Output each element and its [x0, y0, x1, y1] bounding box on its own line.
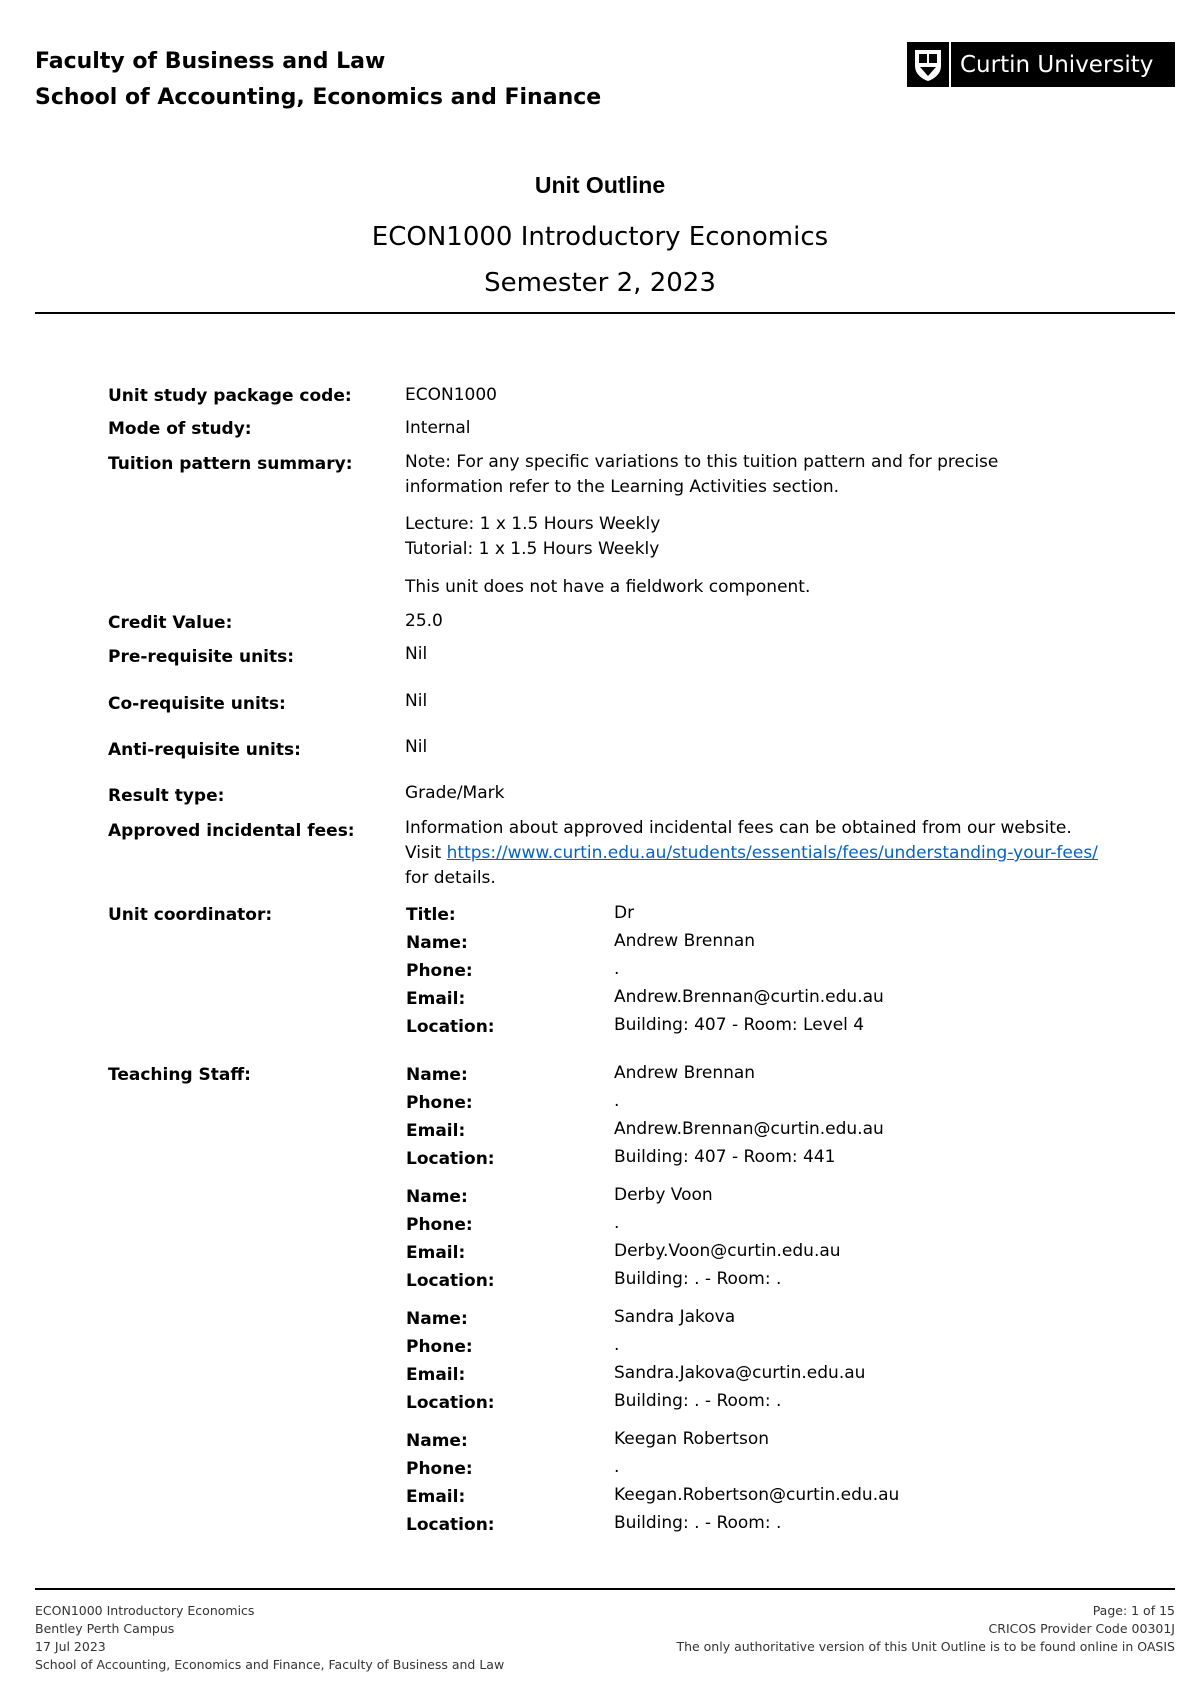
staff-name-value: Sandra Jakova [614, 1307, 736, 1327]
coordinator-location-value: Building: 407 - Room: Level 4 [614, 1015, 865, 1035]
result-type-value: Grade/Mark [405, 783, 505, 803]
header-divider [35, 312, 1175, 314]
tuition-tutorial: Tutorial: 1 x 1.5 Hours Weekly [405, 539, 660, 559]
staff-email-label: Email: [406, 1365, 466, 1385]
coordinator-label: Unit coordinator: [108, 905, 273, 925]
coordinator-title-label: Title: [406, 905, 456, 925]
coordinator-email-label: Email: [406, 989, 466, 1009]
staff-phone-label: Phone: [406, 1459, 473, 1479]
fees-value [405, 816, 1105, 891]
coordinator-title-value: Dr [614, 903, 635, 923]
staff-email-label: Email: [406, 1487, 466, 1507]
footer-unit: ECON1000 Introductory Economics [35, 1603, 255, 1618]
coreq-value: Nil [405, 691, 428, 711]
footer-campus: Bentley Perth Campus [35, 1621, 175, 1636]
staff-phone-value: . [614, 1213, 620, 1233]
semester: Semester 2, 2023 [484, 268, 716, 298]
staff-email-value[interactable]: Andrew.Brennan@curtin.edu.au [614, 1119, 884, 1139]
staff-location-value: Building: . - Room: . [614, 1513, 782, 1533]
staff-phone-value: . [614, 1457, 620, 1477]
footer-school: School of Accounting, Economics and Finance, Faculty of Business and Law [35, 1657, 505, 1672]
package-code-label: Unit study package code: [108, 386, 352, 406]
staff-email-label: Email: [406, 1243, 466, 1263]
footer-right [676, 1602, 1175, 1656]
school-name: School of Accounting, Economics and Finance [35, 85, 602, 110]
logo-text: Curtin University [960, 51, 1154, 78]
mode-label: Mode of study: [108, 419, 252, 439]
footer-left [35, 1602, 504, 1674]
staff-email-value[interactable]: Sandra.Jakova@curtin.edu.au [614, 1363, 866, 1383]
prereq-value: Nil [405, 644, 428, 664]
staff-email-label: Email: [406, 1121, 466, 1141]
staff-name-label: Name: [406, 1187, 468, 1207]
staff-location-value: Building: . - Room: . [614, 1391, 782, 1411]
credit-value: 25.0 [405, 611, 443, 631]
staff-phone-value: . [614, 1091, 620, 1111]
document-type: Unit Outline [534, 172, 666, 198]
unit-title: ECON1000 Introductory Economics [371, 222, 829, 252]
tuition-fieldwork: This unit does not have a fieldwork component. [405, 577, 811, 597]
fees-text-end: for details. [405, 868, 496, 888]
staff-location-label: Location: [406, 1149, 495, 1169]
staff-name-value: Derby Voon [614, 1185, 713, 1205]
faculty-name: Faculty of Business and Law [35, 49, 386, 74]
tuition-note: Note: For any specific variations to this tuition pattern and for precise information refer to the Learning Activities section. [405, 452, 999, 497]
package-code-value: ECON1000 [405, 385, 497, 405]
coordinator-location-label: Location: [406, 1017, 495, 1037]
staff-phone-label: Phone: [406, 1337, 473, 1357]
coordinator-name-label: Name: [406, 933, 468, 953]
prereq-label: Pre-requisite units: [108, 647, 295, 667]
staff-phone-value: . [614, 1335, 620, 1355]
footer-date: 17 Jul 2023 [35, 1639, 106, 1654]
tuition-lecture: Lecture: 1 x 1.5 Hours Weekly [405, 514, 661, 534]
staff-phone-label: Phone: [406, 1093, 473, 1113]
antireq-value: Nil [405, 737, 428, 757]
cricos-code: CRICOS Provider Code 00301J [988, 1621, 1175, 1636]
curtin-crest-icon [907, 42, 951, 87]
coordinator-phone-label: Phone: [406, 961, 473, 981]
antireq-label: Anti-requisite units: [108, 740, 301, 760]
teaching-staff-label: Teaching Staff: [108, 1065, 251, 1085]
staff-email-value[interactable]: Derby.Voon@curtin.edu.au [614, 1241, 841, 1261]
staff-location-label: Location: [406, 1515, 495, 1535]
staff-email-value[interactable]: Keegan.Robertson@curtin.edu.au [614, 1485, 900, 1505]
staff-name-label: Name: [406, 1309, 468, 1329]
coordinator-name-value: Andrew Brennan [614, 931, 756, 951]
footer-divider [35, 1588, 1175, 1590]
staff-location-value: Building: . - Room: . [614, 1269, 782, 1289]
fees-text: Information about approved incidental fees can be obtained from our website. Visit [405, 818, 1072, 863]
staff-name-label: Name: [406, 1065, 468, 1085]
staff-name-value: Keegan Robertson [614, 1429, 769, 1449]
staff-location-label: Location: [406, 1393, 495, 1413]
coordinator-phone-value: . [614, 959, 620, 979]
staff-name-value: Andrew Brennan [614, 1063, 756, 1083]
coordinator-email-value[interactable]: Andrew.Brennan@curtin.edu.au [614, 987, 884, 1007]
fees-label: Approved incidental fees: [108, 821, 355, 841]
page-number: Page: 1 of 15 [1092, 1603, 1175, 1618]
staff-name-label: Name: [406, 1431, 468, 1451]
credit-label: Credit Value: [108, 613, 233, 633]
tuition-label: Tuition pattern summary: [108, 454, 353, 474]
curtin-logo [907, 42, 1175, 87]
staff-location-value: Building: 407 - Room: 441 [614, 1147, 836, 1167]
faculty-header [35, 44, 601, 116]
mode-value: Internal [405, 418, 471, 438]
result-type-label: Result type: [108, 786, 225, 806]
authoritative-note: The only authoritative version of this Unit Outline is to be found online in OASIS [676, 1639, 1175, 1654]
coreq-label: Co-requisite units: [108, 694, 286, 714]
fees-link[interactable]: https://www.curtin.edu.au/students/essentials/fees/understanding-your-fees/ [446, 843, 1098, 863]
staff-phone-label: Phone: [406, 1215, 473, 1235]
staff-location-label: Location: [406, 1271, 495, 1291]
